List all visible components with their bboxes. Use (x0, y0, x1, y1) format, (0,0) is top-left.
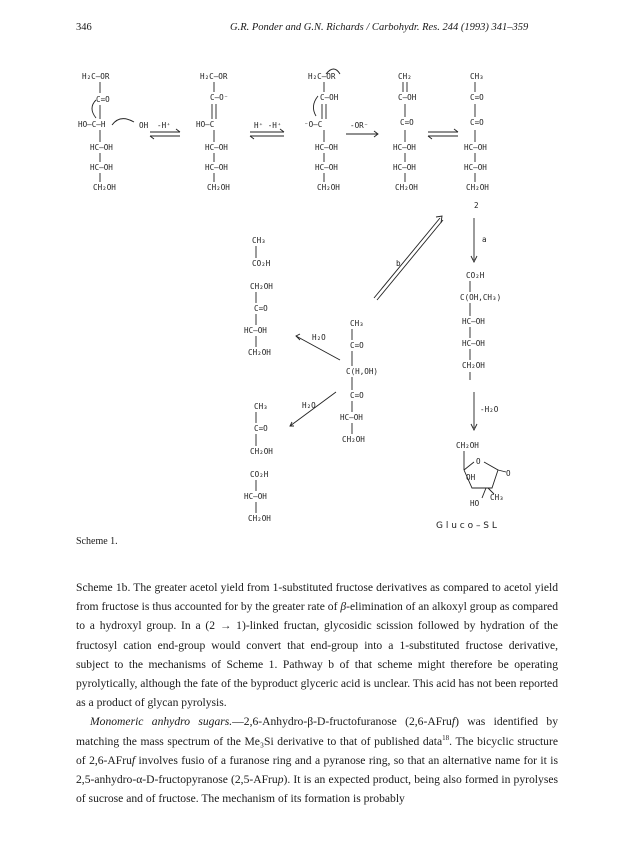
s2-c5: HC—OH (205, 163, 228, 172)
mid-5: HC—OH (340, 413, 363, 422)
lac-ch2oh: CH₂OH (456, 441, 479, 450)
right-chain (460, 271, 501, 380)
middle-chain (340, 319, 378, 444)
s4-c5: HC—OH (393, 163, 416, 172)
water-lower: H₂O (302, 401, 316, 410)
s4-c4: HC—OH (393, 143, 416, 152)
lac-ring-o: O (476, 457, 481, 466)
s2-c4: HC—OH (205, 143, 228, 152)
au-1: CH₂OH (250, 282, 273, 291)
gl-1: CO₂H (250, 470, 269, 479)
lactone-structure (456, 441, 511, 508)
water-upper: H₂O (312, 333, 326, 342)
arrow3-label: -OR⁻ (350, 121, 369, 130)
arrow1-label: -H⁺ (157, 121, 171, 130)
lac-ho: HO (470, 499, 480, 508)
s4-c6: CH₂OH (395, 183, 418, 192)
acetol-upper (244, 282, 273, 357)
s5-c4: HC—OH (464, 143, 487, 152)
au-3: HC—OH (244, 326, 267, 335)
s4-c1: CH₂ (398, 72, 412, 81)
reference-18: 18 (442, 733, 450, 742)
section-heading: Monomeric anhydro sugars. (90, 715, 233, 729)
gl-3: CH₂OH (248, 514, 271, 523)
s5-c3: C=O (470, 118, 484, 127)
structure-2 (196, 72, 230, 192)
s4-c2: C—OH (398, 93, 417, 102)
structure-5 (464, 72, 489, 210)
s1-c1: H₂C—OR (82, 72, 110, 81)
rc-3: HC—OH (462, 317, 485, 326)
acetol-lower (250, 402, 273, 456)
page-number: 346 (76, 22, 92, 33)
mid-6: CH₂OH (342, 435, 365, 444)
s5-c2: C=O (470, 93, 484, 102)
rc-5: CH₂OH (462, 361, 485, 370)
s4-c3: C=O (400, 118, 414, 127)
structure-4 (393, 72, 418, 192)
al-3: CH₂OH (250, 447, 273, 456)
mid-1: CH₃ (350, 319, 364, 328)
s3-c4: HC—OH (315, 143, 338, 152)
s3-c3: ⁻O—C (304, 120, 323, 129)
al-1: CH₃ (254, 402, 268, 411)
s3-c6: CH₂OH (317, 183, 340, 192)
mid-3: C(H,OH) (346, 367, 379, 376)
rc-2: C(OH,CH₃) (460, 293, 502, 302)
lac-carbonyl-o: O (506, 469, 511, 478)
structure-1 (78, 72, 149, 192)
gl-2: HC—OH (244, 492, 267, 501)
glyceric-acid (244, 470, 271, 523)
s5-c1: CH₃ (470, 72, 484, 81)
lac-oh: OH (466, 473, 476, 482)
mid-2: C=O (350, 341, 364, 350)
s2-c3: HO—C (196, 120, 215, 129)
pyruvic-acid (252, 236, 271, 268)
s1-c2: C=O (96, 95, 110, 104)
compound-number: 2 (474, 201, 479, 210)
rc-1: CO₂H (466, 271, 485, 280)
pathway-b-label: b (396, 259, 401, 268)
body-text (76, 578, 558, 808)
paragraph-2: Monomeric anhydro sugars.—2,6-Anhydro-β-D-fructofuranose (2,6-AFruf) was identified by matching the mass spectrum of the Me₃Si derivative to that of published data$^{18}$. The bicyclic structure of 2,6-AFruf involves fusio of a furanose ring and a pyranose ring, so that an alternative name for it is 2,5-anhydro-α-D-fructopyranose (2,5-AFrup). It is an expected product, being also formed in pyrolyses of sucrose and of fructose. The mechanism of its formation is probably (76, 715, 559, 806)
pyr-1: CH₃ (252, 236, 266, 245)
s3-c1: H₂C—OR (308, 72, 336, 81)
arrow2-label: H⁺ -H⁺ (254, 121, 282, 130)
running-head: G.R. Ponder and G.N. Richards / Carbohydr. Res. 244 (1993) 341–359 (230, 22, 529, 33)
s3-c5: HC—OH (315, 163, 338, 172)
pyr-2: CO₂H (252, 259, 271, 268)
s2-c1: H₂C—OR (200, 72, 228, 81)
au-4: CH₂OH (248, 348, 271, 357)
rc-4: HC—OH (462, 339, 485, 348)
s2-c6: CH₂OH (207, 183, 230, 192)
s1-c4: HC—OH (90, 143, 113, 152)
s1-oh: OH (139, 121, 149, 130)
lac-ch3: CH₃ (490, 493, 504, 502)
pathway-a-label: a (482, 235, 487, 244)
minus-water-label: -H₂O (480, 405, 499, 414)
mid-4: C=O (350, 391, 364, 400)
s2-c2: C—O⁻ (210, 93, 229, 102)
s1-c3: HO—C—H (78, 120, 106, 129)
s5-c6: CH₂OH (466, 183, 489, 192)
paragraph-1: Scheme 1b. The greater acetol yield from 1-substituted fructose derivatives as compared to acetol yield from fructose is thus accounted for by the greater rate of β-elimination of an alkoxyl group as compared to a hydroxyl group. In a (2 → 1)-linked fructan, glycosidic scission followed by hydration of the fructosyl cation end-group would convert that end-group into a 1-substituted fructose derivative, subject to the mechanisms of Scheme 1. Pathway b of that scheme might therefore be operating pyrolytically, although the fate of the byproduct glyceric acid is unclear. This acid has not been reported as a product of glycan pyrolysis. (76, 581, 558, 710)
gluco-sl-label: G l u c o – S L (436, 521, 497, 531)
structure-3 (304, 69, 340, 192)
s3-c2: C—OH (320, 93, 339, 102)
scheme-caption: Scheme 1. (76, 536, 118, 547)
au-2: C=O (254, 304, 268, 313)
s5-c5: HC—OH (464, 163, 487, 172)
s1-c6: CH₂OH (93, 183, 116, 192)
al-2: C=O (254, 424, 268, 433)
s1-c5: HC—OH (90, 163, 113, 172)
